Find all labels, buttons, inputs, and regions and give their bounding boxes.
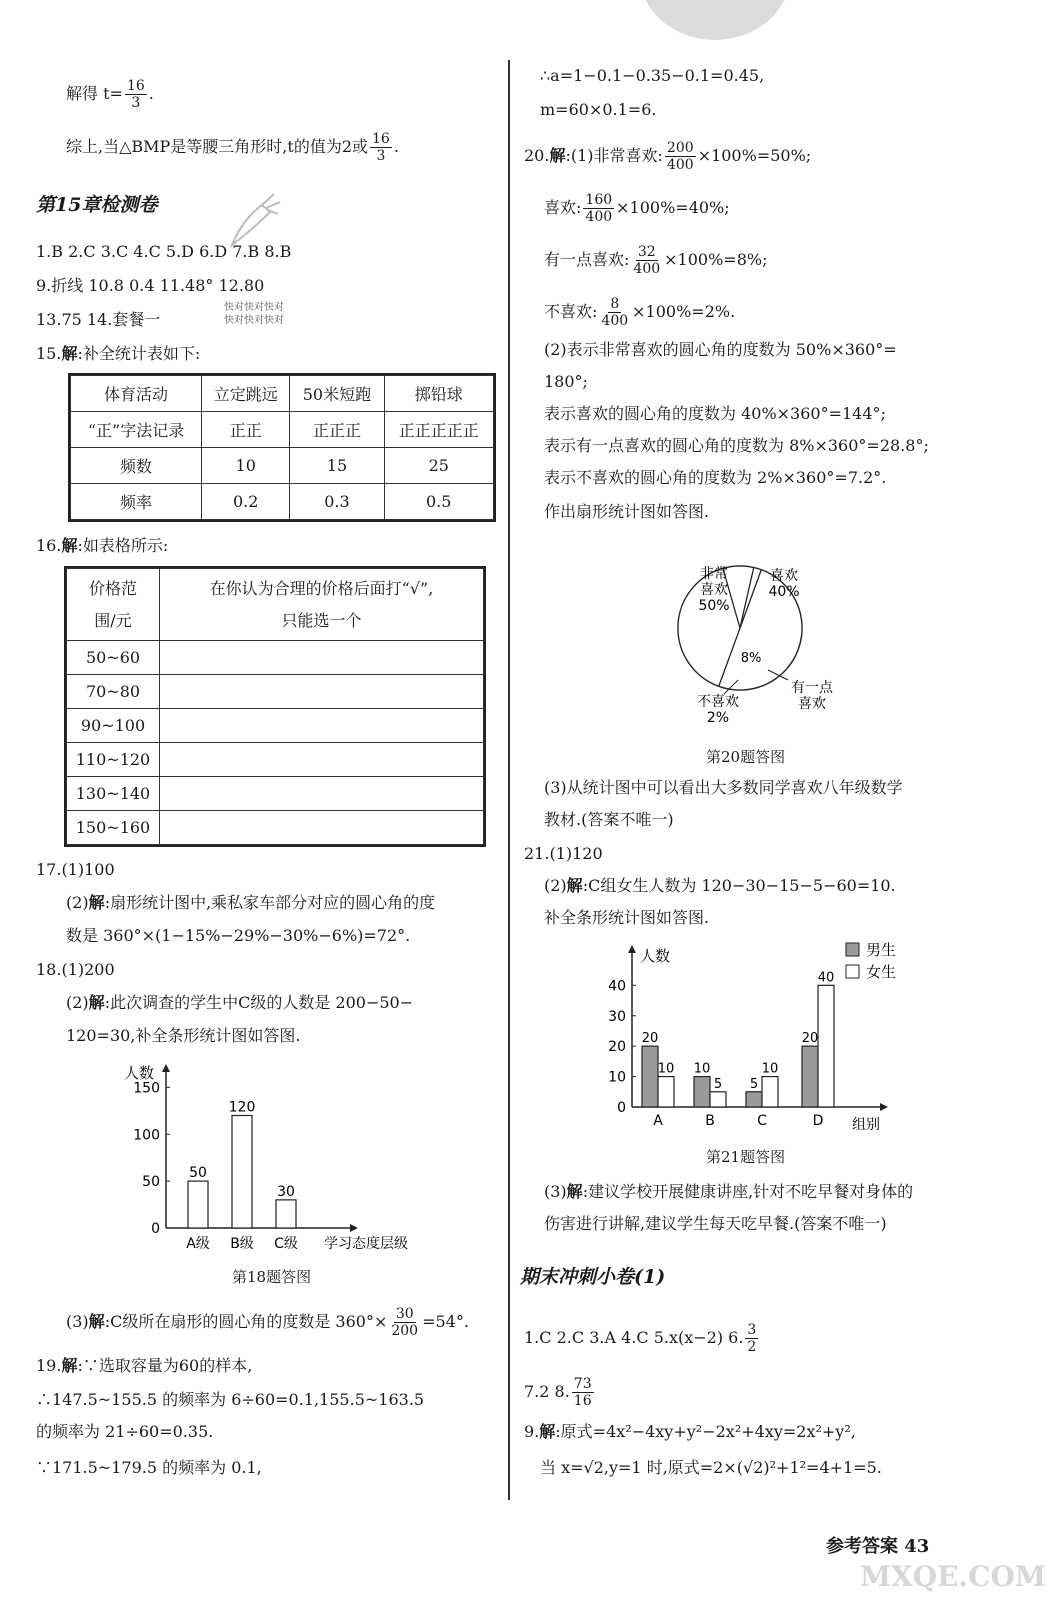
x-axis-arrow [880, 1103, 888, 1111]
table-cell: 90~100 [67, 709, 160, 743]
bar-value-label: 20 [641, 1031, 659, 1047]
question-text: ×100%=2%. [632, 302, 736, 321]
question-text: 有一点喜欢: [544, 250, 630, 269]
part-label: (2) [66, 893, 89, 912]
figure-caption-21: 第21题答图 [706, 1148, 786, 1166]
stamp-text: 快对快对快对 [224, 315, 284, 326]
table-header [160, 569, 484, 641]
solve-label: 解 [61, 536, 78, 555]
y-tick-label: 0 [151, 1221, 160, 1237]
fraction-numerator: 200 [666, 140, 694, 156]
bar-value-label: 5 [749, 1076, 759, 1092]
bar [232, 1116, 252, 1229]
fraction-numerator: 3 [747, 1322, 757, 1338]
page-number: 43 [904, 1536, 930, 1557]
question-text: =54°. [422, 1312, 469, 1331]
table-cell: 15 [290, 448, 384, 484]
pie-inner-label: 8% [740, 651, 762, 666]
bar-value-label: 120 [228, 1099, 256, 1116]
pie-label: 喜欢 [770, 568, 798, 584]
y-axis-label: 人数 [640, 947, 671, 965]
bar [694, 1077, 710, 1107]
answer-cell [160, 641, 484, 675]
q18-4 [66, 1306, 469, 1339]
solve-label: 解 [61, 344, 78, 363]
bar [746, 1092, 762, 1107]
r-line-2: m=60×0.1=6. [540, 100, 657, 119]
figure-caption-20: 第20题答图 [706, 748, 786, 766]
table-q16 [66, 568, 484, 845]
q21-2 [544, 876, 896, 896]
bar [802, 1046, 818, 1107]
table-cell: 频率 [71, 484, 202, 520]
table-cell: 0.5 [384, 484, 494, 520]
part-label: (3) [544, 1182, 567, 1201]
fraction-numerator: 16 [372, 131, 390, 147]
fraction-numerator: 8 [610, 296, 620, 312]
y-axis-arrow [628, 945, 636, 953]
answers2-row-2 [524, 1376, 596, 1409]
answers-row-2: 9.折线 10.8 0.4 11.48° 12.80 [36, 276, 265, 295]
table-cell: 70~80 [67, 675, 160, 709]
x-axis-label: 组别 [852, 1117, 880, 1133]
x-tick-label: C [757, 1113, 767, 1129]
answers-row-1: 1.B 2.C 3.C 4.C 5.D 6.D 7.B 8.B [36, 242, 292, 261]
question-text: 喜欢: [544, 198, 582, 217]
answer-cell [160, 777, 484, 811]
q21-3 [544, 1182, 913, 1202]
q18-1: 18.(1)200 [36, 960, 115, 979]
answer-cell [160, 743, 484, 777]
q17-1: 17.(1)100 [36, 860, 115, 879]
q18-3: 120=30,补全条形统计图如答图. [66, 1026, 301, 1045]
pie-chart-q20 [660, 530, 860, 740]
part-label: (2) [544, 876, 567, 895]
pie-label: 有一点 [791, 680, 833, 696]
pie-label: 喜欢 [700, 582, 728, 598]
table-cell: 25 [384, 448, 494, 484]
y-tick-label: 30 [608, 1008, 626, 1025]
q20-part3-b: 教材.(答案不唯一) [544, 810, 674, 829]
question-text: :补全统计表如下: [77, 344, 201, 363]
solve-label: 解 [88, 993, 105, 1012]
table-cell: 正正正 [290, 412, 384, 448]
q20-part2-c: 表示喜欢的圆心角的度数为 40%×360°=144°; [544, 404, 886, 423]
table-cell: 50~60 [67, 641, 160, 675]
table-cell: 频数 [71, 448, 202, 484]
pie-label: 40% [768, 584, 800, 600]
q20-2 [544, 192, 730, 225]
bar-value-label: 5 [713, 1076, 723, 1092]
table-cell: 正正正正正 [384, 412, 494, 448]
bar-chart-q21 [590, 935, 920, 1135]
solve-label: 解 [539, 1422, 556, 1441]
fraction [599, 296, 630, 329]
x-tick-label: C级 [274, 1236, 298, 1252]
fraction-denominator: 200 [391, 1323, 419, 1339]
bar-value-label: 10 [693, 1061, 711, 1077]
legend-swatch [846, 943, 859, 956]
q21-3d: 伤害进行讲解,建议学生每天吃早餐.(答案不唯一) [544, 1214, 887, 1233]
q9-line-2: 当 x=√2,y=1 时,原式=2×(√2)²+1²=4+1=5. [540, 1458, 882, 1477]
fraction-denominator: 2 [747, 1339, 757, 1355]
pie-label: 喜欢 [798, 696, 826, 712]
carrot-icon [222, 190, 282, 250]
q20-part3-a: (3)从统计图中可以看出大多数同学喜欢八年级数学 [544, 778, 903, 797]
y-axis-arrow [162, 1064, 170, 1072]
table-header: 体育活动 [71, 376, 202, 412]
legend-swatch [846, 965, 859, 978]
question-text: :C组女生人数为 120−30−15−5−60=10. [582, 876, 896, 895]
question-text: :C级所在扇形的圆心角的度数是 360°× [104, 1312, 388, 1331]
header-line: 围/元 [94, 610, 132, 630]
fraction-numerator: 160 [585, 192, 613, 208]
answer-cell [160, 675, 484, 709]
solve-t-text: 解得 t= [66, 84, 123, 103]
fraction-denominator: 400 [585, 209, 613, 225]
r-line-1: ∴a=1−0.1−0.35−0.1=0.45, [540, 66, 765, 85]
fraction [583, 192, 614, 225]
part-label: (2) [66, 993, 89, 1012]
table-cell: 正正 [202, 412, 290, 448]
question-number: 19. [36, 1356, 62, 1375]
q21-1: 21.(1)120 [524, 844, 603, 863]
q20-1 [524, 140, 811, 173]
q20-4 [544, 296, 735, 329]
bar-chart-q18 [100, 1058, 450, 1258]
question-text: :如表格所示: [77, 536, 169, 555]
table-header: 掷铅球 [384, 376, 494, 412]
answers-text: 7.2 8. [524, 1382, 570, 1401]
y-tick-label: 100 [133, 1127, 160, 1144]
bar-value-label: 50 [189, 1165, 207, 1182]
solve-label: 解 [88, 893, 105, 912]
question-text: :扇形统计图中,乘私家车部分对应的圆心角的度 [104, 893, 436, 912]
y-tick-label: 40 [608, 978, 626, 995]
q20-part2-a: (2)表示非常喜欢的圆心角的度数为 50%×360°= [544, 340, 897, 359]
answers-row-3: 13.75 14.套餐一 [36, 310, 161, 329]
fraction-denominator: 3 [376, 148, 386, 164]
solve-t-line: 解得 t= $\frac{16}{3}$ . [66, 78, 154, 111]
bar [642, 1046, 658, 1107]
q19-2: ∴147.5~155.5 的频率为 6÷60=0.1,155.5~163.5 [36, 1390, 425, 1409]
section-title-ch15: 第15章检测卷 [36, 194, 158, 216]
answers2-row-1 [524, 1322, 760, 1355]
answer-cell [160, 811, 484, 845]
answers-text: 1.C 2.C 3.A 4.C 5.x(x−2) 6. [524, 1328, 744, 1347]
q20-3 [544, 244, 767, 277]
conclusion-text: 综上,当△BMP是等腰三角形时,t的值为2或 [66, 137, 368, 156]
q18-2 [66, 993, 413, 1013]
fraction [745, 1322, 758, 1355]
question-number: 20. [524, 146, 550, 165]
x-tick-label: B [705, 1113, 715, 1129]
x-axis-arrow [350, 1224, 358, 1232]
q20-part2-d: 表示有一点喜欢的圆心角的度数为 8%×360°=28.8°; [544, 436, 929, 455]
fraction-numerator: 16 [126, 78, 145, 94]
question-text: :原式=4x²−4xy+y²−2x²+4xy=2x²+y², [555, 1422, 856, 1441]
table-cell: 0.3 [290, 484, 384, 520]
figure-caption-18: 第18题答图 [232, 1268, 312, 1286]
bar [188, 1181, 208, 1228]
fraction [125, 78, 147, 111]
bar [710, 1092, 726, 1107]
fraction-numerator: 32 [637, 244, 656, 260]
question-text: :∵选取容量为60的样本, [77, 1356, 253, 1375]
q16-heading [36, 536, 168, 556]
bar [762, 1077, 778, 1107]
table-cell: 110~120 [67, 743, 160, 777]
pie-label: 非常 [700, 566, 728, 582]
q9-line-1 [524, 1422, 856, 1442]
stamp-text: 快对快对快对 [224, 302, 284, 313]
question-text: :此次调查的学生中C级的人数是 200−50− [104, 993, 414, 1012]
q17-2 [66, 893, 435, 913]
solve-label: 解 [88, 1312, 105, 1331]
question-number: 16. [36, 536, 62, 555]
legend-label: 男生 [866, 941, 897, 959]
fraction-denominator: 400 [666, 157, 694, 173]
bar [276, 1200, 296, 1228]
pie-label: 50% [698, 598, 730, 614]
conclusion-line: 综上,当△BMP是等腰三角形时,t的值为2或 $\frac{16}{3}$ . [66, 131, 399, 164]
table-cell: 10 [202, 448, 290, 484]
y-tick-label: 10 [608, 1069, 626, 1086]
y-tick-label: 0 [617, 1100, 626, 1116]
solve-label: 解 [566, 876, 583, 895]
solve-label: 解 [61, 1356, 78, 1375]
table-header [67, 569, 160, 641]
fraction-numerator: 30 [395, 1306, 414, 1322]
x-tick-label: A级 [186, 1236, 210, 1252]
bar [818, 985, 834, 1107]
table-cell: 130~140 [67, 777, 160, 811]
table-q15 [70, 375, 494, 520]
header-line: 价格范 [88, 578, 137, 598]
fraction-denominator: 400 [601, 313, 629, 329]
fraction [389, 1306, 420, 1339]
question-number: 9. [524, 1422, 540, 1441]
watermark: MXQE.COM [860, 1560, 1046, 1593]
column-divider [508, 60, 510, 1500]
table-cell: 0.2 [202, 484, 290, 520]
bar-value-label: 10 [761, 1061, 779, 1077]
question-text: ×100%=50%; [697, 146, 812, 165]
x-tick-label: D [812, 1113, 824, 1129]
q20-part2-b: 180°; [544, 372, 588, 391]
question-text: 不喜欢: [544, 302, 598, 321]
y-axis-label: 人数 [124, 1064, 155, 1082]
x-axis-label: 学习态度层级 [324, 1236, 408, 1252]
fraction [631, 244, 662, 277]
solve-label: 解 [549, 146, 566, 165]
q21-2d: 补全条形统计图如答图. [544, 908, 710, 927]
y-tick-label: 50 [142, 1174, 160, 1191]
decorative-circle [640, 0, 790, 40]
answer-cell [160, 709, 484, 743]
x-tick-label: A [653, 1113, 663, 1129]
q19-1 [36, 1356, 252, 1376]
footer-text: 参考答案 [826, 1536, 898, 1557]
fraction [665, 140, 696, 173]
question-text: :建议学校开展健康讲座,针对不吃早餐对身体的 [582, 1182, 914, 1201]
y-tick-label: 20 [608, 1039, 626, 1056]
part-label: (3) [66, 1312, 89, 1331]
bar-value-label: 20 [801, 1031, 819, 1047]
header-line: 只能选一个 [281, 610, 362, 630]
bar-value-label: 40 [817, 970, 835, 986]
question-number: 15. [36, 344, 62, 363]
question-text: ×100%=40%; [616, 198, 730, 217]
q20-part2-e: 表示不喜欢的圆心角的度数为 2%×360°=7.2°. [544, 468, 887, 487]
header-line: 在你认为合理的价格后面打“√”, [209, 578, 434, 598]
pie-label: 不喜欢 [697, 694, 739, 710]
q19-3: 的频率为 21÷60=0.35. [36, 1422, 214, 1441]
question-text: :(1)非常喜欢: [565, 146, 663, 165]
y-tick-label: 150 [133, 1080, 160, 1097]
x-tick-label: B级 [230, 1236, 254, 1252]
section-title-final: 期末冲刺小卷(1) [520, 1266, 666, 1288]
fraction [572, 1376, 594, 1409]
pie-label: 2% [706, 710, 730, 726]
bar-value-label: 10 [657, 1061, 675, 1077]
q15-heading [36, 344, 200, 364]
bar [658, 1077, 674, 1107]
fraction [370, 131, 392, 164]
table-cell: 150~160 [67, 811, 160, 845]
q19-4: ∵171.5~179.5 的频率为 0.1, [36, 1458, 262, 1477]
question-text: ×100%=8%; [664, 250, 768, 269]
q17-3: 数是 360°×(1−15%−29%−30%−6%)=72°. [66, 926, 411, 945]
table-cell: “正”字法记录 [71, 412, 202, 448]
footer-label [826, 1532, 929, 1558]
fraction-denominator: 400 [633, 261, 661, 277]
fraction-numerator: 73 [573, 1376, 592, 1392]
table-header: 50米短跑 [290, 376, 384, 412]
legend-label: 女生 [866, 963, 897, 981]
fraction-denominator: 16 [573, 1393, 592, 1409]
solve-label: 解 [566, 1182, 583, 1201]
bar-value-label: 30 [277, 1183, 295, 1200]
table-header: 立定跳远 [202, 376, 290, 412]
fraction-denominator: 3 [131, 95, 141, 111]
q20-part2-f: 作出扇形统计图如答图. [544, 502, 710, 521]
